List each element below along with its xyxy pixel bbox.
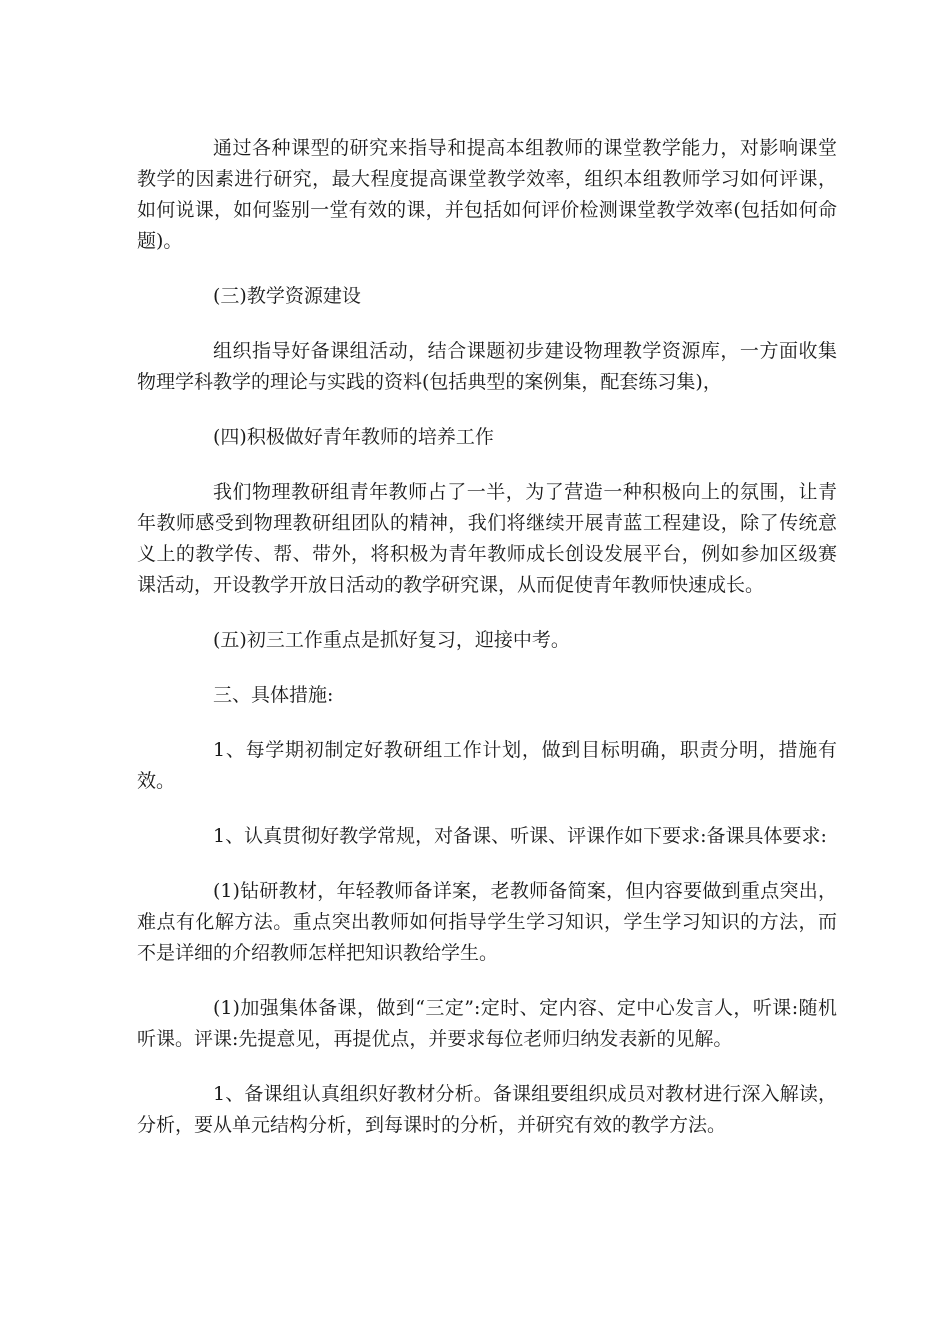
paragraph-young-teachers: 我们物理教研组青年教师占了一半，为了营造一种积极向上的氛围，让青年教师感受到物理教研组团队的精神，我们将继续开展青蓝工程建设，除了传统意义上的教学传、帮、带外，将积极为青年教师成长创设发展平台，例如参加区级赛课活动，开设教学开放日活动的教学研究课，从而促使青年教师快速成长。 xyxy=(137,481,837,596)
heading-teaching-resources: (三)教学资源建设 xyxy=(213,285,361,307)
paragraph-classroom-research: 通过各种课型的研究来指导和提高本组教师的课堂教学能力，对影响课堂教学的因素进行研究，最大程度提高课堂教学效率，组织本组教师学习如何评课，如何说课，如何鉴别一堂有效的课，并包括如何评价检测课堂教学效率(包括如何命题)。 xyxy=(137,137,837,252)
measure-material-analysis: 1、备课组认真组织好教材分析。备课组要组织成员对教材进行深入解读，分析，要从单元结构分析，到每课时的分析，并研究有效的教学方法。 xyxy=(137,1083,837,1136)
document-body xyxy=(137,133,837,1165)
heading-specific-measures: 三、具体措施: xyxy=(213,684,334,706)
heading-young-teachers: (四)积极做好青年教师的培养工作 xyxy=(213,426,494,448)
paragraph-resource-library: 组织指导好备课组活动，结合课题初步建设物理教学资源库，一方面收集物理学科教学的理论与实践的资料(包括典型的案例集，配套练习集)， xyxy=(137,340,837,393)
heading-grade-nine-review: (五)初三工作重点是抓好复习，迎接中考。 xyxy=(213,629,570,651)
measure-teaching-routine: 1、认真贯彻好教学常规，对备课、听课、评课作如下要求:备课具体要求: xyxy=(213,825,827,847)
measure-work-plan: 1、每学期初制定好教研组工作计划，做到目标明确，职责分明，措施有效。 xyxy=(137,739,837,792)
measure-collective-planning: (1)加强集体备课，做到“三定”:定时、定内容、定中心发言人，听课:随机听课。评课:先提意见，再提优点，并要求每位老师归纳发表新的见解。 xyxy=(137,997,837,1050)
measure-study-materials: (1)钻研教材，年轻教师备详案，老教师备简案，但内容要做到重点突出，难点有化解方法。重点突出教师如何指导学生学习知识，学生学习知识的方法，而不是详细的介绍教师怎样把知识教给学生。 xyxy=(137,880,837,964)
